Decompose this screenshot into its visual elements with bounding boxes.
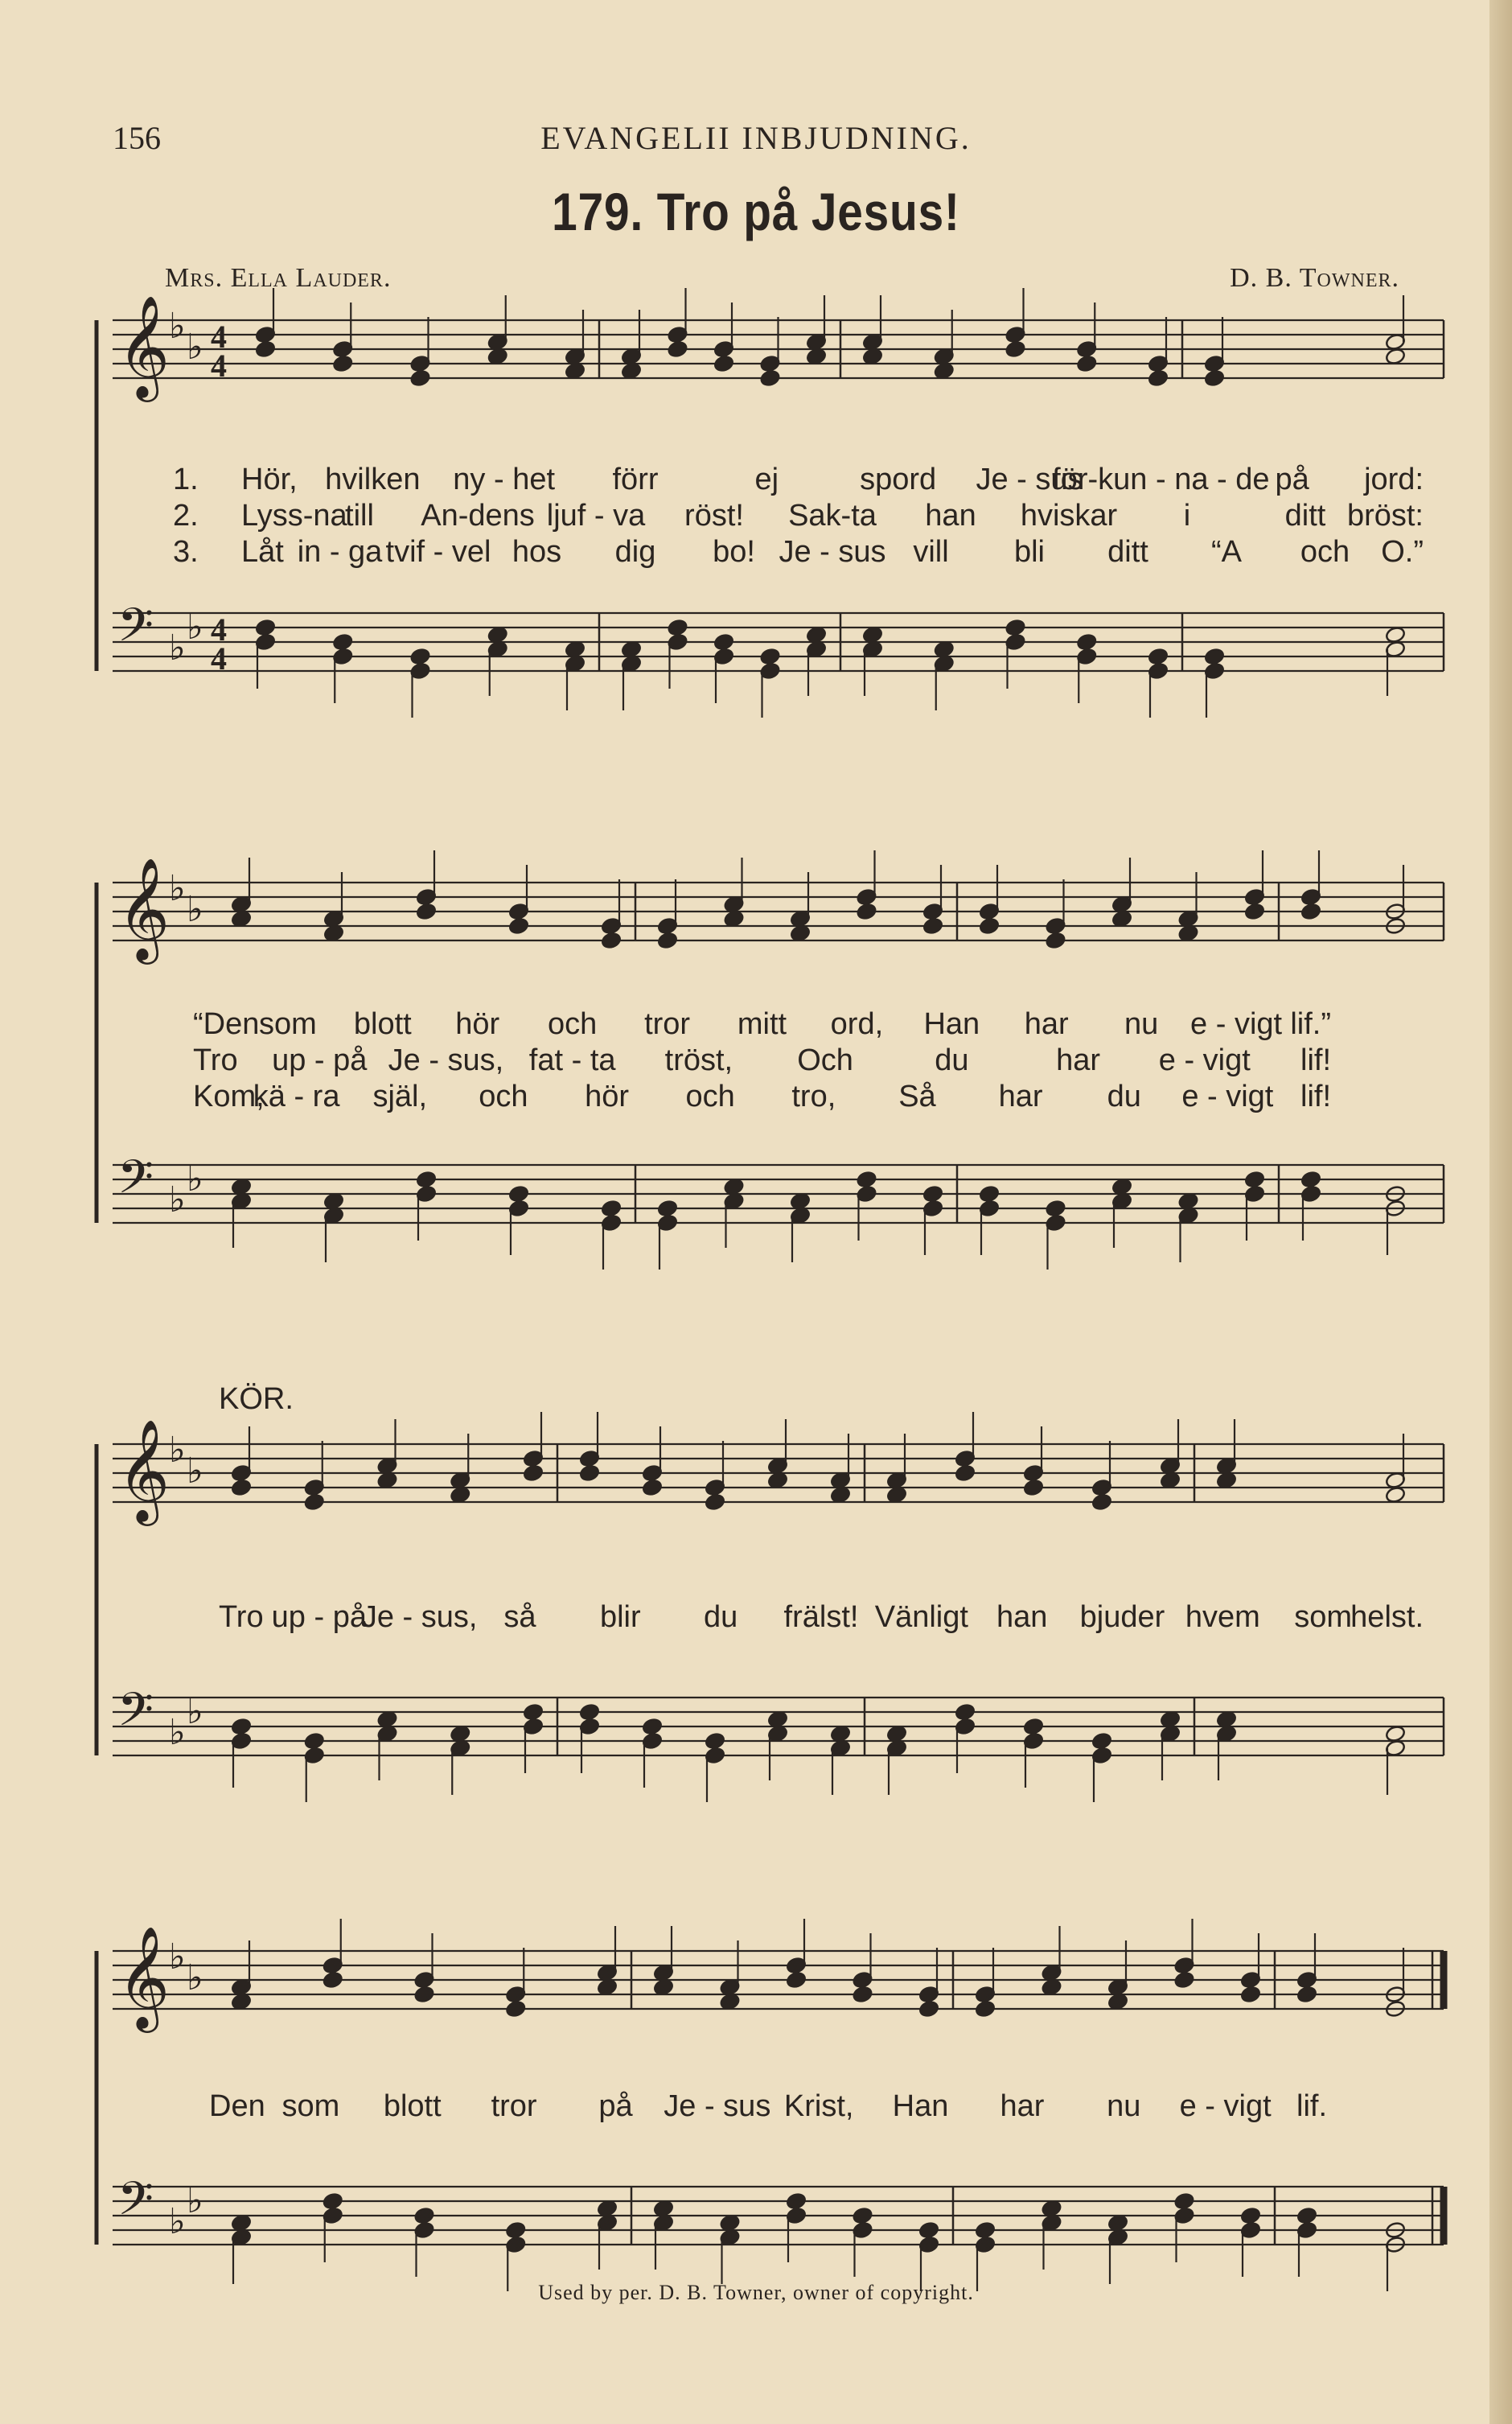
flat-sign: ♭ <box>187 1451 203 1491</box>
note-head <box>1005 619 1025 637</box>
note-head <box>667 619 688 637</box>
note-head <box>830 1486 851 1504</box>
note-head <box>1148 648 1169 666</box>
lyric-syllable: spord <box>860 463 937 496</box>
note-head <box>642 1479 663 1497</box>
note-head <box>767 1710 788 1729</box>
note-head <box>852 1986 873 2004</box>
lyric-syllable: Sak-ta <box>788 499 877 533</box>
treble-clef: 𝄞 <box>117 1928 171 2027</box>
lyric-syllable: in - ga <box>297 535 383 569</box>
lyric-syllable: lif. <box>1296 2089 1327 2123</box>
note-head <box>1240 1986 1261 2004</box>
flat-sign: ♭ <box>169 2202 186 2241</box>
lyrics-system-2 <box>193 1007 1331 1113</box>
lyric-syllable: Han <box>923 1007 980 1041</box>
time-signature: 4 <box>211 319 227 355</box>
time-signature: 4 <box>211 611 227 648</box>
note-head <box>621 362 642 381</box>
note-head <box>1091 1493 1112 1512</box>
lyric-syllable: bröst: <box>1346 499 1424 533</box>
note-head <box>255 340 276 359</box>
note-head <box>918 2221 939 2240</box>
note-head <box>413 1986 434 2004</box>
lyric-syllable: Han <box>892 2089 949 2123</box>
note-head <box>508 917 529 936</box>
note-head <box>1041 2200 1062 2218</box>
lyric-syllable: nu <box>1107 2089 1141 2123</box>
lyric-syllable: Je - sus <box>976 463 1083 496</box>
note-head <box>304 1493 325 1512</box>
lyric-syllable: han <box>925 499 976 533</box>
note-head <box>1041 1978 1062 1997</box>
lyric-syllable: kä - ra <box>253 1080 340 1113</box>
note-head <box>450 1486 470 1504</box>
lyric-syllable: “Den <box>193 1007 260 1041</box>
flat-sign: ♭ <box>169 628 186 668</box>
note-head <box>231 1718 252 1736</box>
lyric-syllable: jord: <box>1364 463 1424 496</box>
note-head <box>705 1493 725 1512</box>
lyric-syllable: tror <box>644 1007 691 1041</box>
note-head <box>376 1710 397 1729</box>
note-head <box>886 1725 907 1743</box>
lyric-syllable: så <box>503 1600 536 1634</box>
lyric-syllable: ej <box>754 463 779 496</box>
note-head <box>323 1971 343 1990</box>
flat-sign: ♭ <box>187 890 203 929</box>
page-number: 156 <box>113 120 161 156</box>
lyric-syllable: ny - het <box>453 463 556 496</box>
time-signature: 4 <box>211 640 227 677</box>
lyric-syllable: nu <box>1124 1007 1159 1041</box>
flat-sign: ♭ <box>187 2181 203 2220</box>
flat-sign: ♭ <box>169 869 186 908</box>
lyric-syllable: vill <box>913 535 949 569</box>
lyric-syllable: ditt <box>1107 535 1148 569</box>
note-head <box>1240 2207 1261 2225</box>
note-head <box>416 1171 437 1189</box>
lyric-syllable: du <box>704 1600 738 1634</box>
lyric-syllable: tro, <box>791 1080 836 1113</box>
author-credit: Mrs. Ella Lauder. <box>165 263 392 293</box>
note-head <box>409 648 430 666</box>
bass-clef: 𝄢 <box>117 601 154 663</box>
note-head <box>1296 2207 1317 2225</box>
note-head <box>653 1978 674 1997</box>
bass-clef: 𝄢 <box>117 1685 154 1747</box>
lyric-syllable: O.” <box>1381 535 1424 569</box>
note-head <box>922 917 943 936</box>
lyric-syllable: lif.” <box>1290 1007 1331 1041</box>
note-head <box>723 910 744 928</box>
flat-sign: ♭ <box>169 1430 186 1470</box>
note-head <box>1385 626 1406 644</box>
lyric-syllable: e - vigt <box>1190 1007 1283 1041</box>
note-head <box>1204 648 1225 666</box>
verse-number: 2. <box>173 499 199 533</box>
lyric-syllable: Och <box>797 1043 853 1077</box>
staff-system <box>97 859 1444 1223</box>
note-head <box>979 1185 1000 1204</box>
note-head <box>1173 2192 1194 2211</box>
lyric-syllable: blott <box>383 2089 442 2123</box>
lyric-syllable: för-kun - na - de <box>1052 463 1270 496</box>
bass-clef: 𝄢 <box>117 1153 154 1215</box>
note-head <box>416 903 437 921</box>
lyric-syllable: Den <box>209 2089 265 2123</box>
note-head <box>1160 1471 1181 1490</box>
note-head <box>231 2214 252 2233</box>
note-head <box>862 348 883 366</box>
flat-sign: ♭ <box>169 1937 186 1977</box>
note-head <box>786 1971 807 1990</box>
note-head <box>505 2221 526 2240</box>
note-head <box>1160 1710 1181 1729</box>
note-head <box>1023 1718 1044 1736</box>
note-head <box>862 626 883 644</box>
note-head <box>601 1200 622 1218</box>
note-head <box>1244 903 1265 921</box>
lyric-syllable: Vänligt <box>874 1600 968 1634</box>
chorus-label: KÖR. <box>219 1382 294 1416</box>
lyric-syllable: har <box>1000 2089 1045 2123</box>
note-head <box>597 2200 618 2218</box>
hymn-title: 179. Tro på Jesus! <box>552 182 960 241</box>
note-head <box>1385 1725 1406 1743</box>
note-head <box>1045 932 1066 950</box>
note-head <box>231 910 252 928</box>
lyric-syllable: hviskar <box>1020 499 1118 533</box>
lyric-syllable: han <box>996 1600 1048 1634</box>
note-head <box>934 640 955 659</box>
note-head <box>450 1725 470 1743</box>
lyric-syllable: Tro <box>193 1043 238 1077</box>
note-head <box>231 1993 252 2011</box>
note-head <box>1204 369 1225 388</box>
note-head <box>508 1185 529 1204</box>
note-head <box>856 903 877 921</box>
lyric-syllable: Je - sus <box>664 2089 771 2123</box>
lyrics-system-1 <box>241 463 1424 569</box>
note-head <box>565 640 585 659</box>
flat-sign: ♭ <box>187 327 203 367</box>
note-head <box>1023 1479 1044 1497</box>
note-head <box>1091 1732 1112 1751</box>
lyric-syllable: till <box>345 499 374 533</box>
note-head <box>667 340 688 359</box>
flat-sign: ♭ <box>187 1159 203 1199</box>
note-head <box>1244 1171 1265 1189</box>
note-head <box>1177 924 1198 943</box>
lyric-syllable: Lyss-na <box>241 499 347 533</box>
note-head <box>1177 1192 1198 1211</box>
lyric-syllable: på <box>1275 463 1309 496</box>
lyric-syllable: hos <box>512 535 562 569</box>
staff-systems <box>97 288 1444 2291</box>
lyric-syllable: och <box>685 1080 735 1113</box>
flat-sign: ♭ <box>187 1958 203 1998</box>
note-head <box>323 2192 343 2211</box>
lyric-syllable: bo! <box>713 535 755 569</box>
lyric-syllable: själ, <box>372 1080 428 1113</box>
flat-sign: ♭ <box>169 307 186 346</box>
lyric-syllable: ljuf - va <box>546 499 646 533</box>
lyric-syllable: och <box>479 1080 528 1113</box>
note-head <box>719 1993 740 2011</box>
note-head <box>723 1178 744 1196</box>
lyric-syllable: lif! <box>1300 1043 1331 1077</box>
flat-sign: ♭ <box>187 607 203 647</box>
note-head <box>705 1732 725 1751</box>
note-head <box>523 1464 544 1483</box>
lyric-syllable: frälst! <box>783 1600 859 1634</box>
lyric-syllable: “A <box>1211 535 1242 569</box>
lyric-syllable: som <box>281 2089 340 2123</box>
note-head <box>409 369 430 388</box>
note-head <box>1385 348 1406 366</box>
note-head <box>713 633 734 652</box>
note-head <box>487 348 508 366</box>
lyric-syllable: An-dens <box>421 499 535 533</box>
note-head <box>653 2200 674 2218</box>
note-head <box>790 924 811 943</box>
running-title: EVANGELII INBJUDNING. <box>540 120 972 156</box>
note-head <box>579 1703 600 1722</box>
note-head <box>852 2207 873 2225</box>
note-head <box>1076 355 1097 373</box>
lyric-syllable: bli <box>1013 535 1046 569</box>
lyric-syllable: Så <box>898 1080 936 1113</box>
lyric-syllable: i <box>1183 499 1191 533</box>
note-head <box>975 2000 996 2019</box>
note-head <box>1296 1986 1317 2004</box>
note-head <box>1385 1486 1406 1504</box>
lyric-syllable: du <box>1107 1080 1141 1113</box>
treble-clef: 𝄞 <box>117 298 171 396</box>
flat-sign: ♭ <box>169 1180 186 1220</box>
lyric-syllable: Kom, <box>193 1080 265 1113</box>
note-head <box>806 626 827 644</box>
note-head <box>1111 910 1132 928</box>
lyric-syllable: hvem <box>1185 1600 1260 1634</box>
note-head <box>323 1192 344 1211</box>
lyric-syllable: helst. <box>1350 1600 1424 1634</box>
note-head <box>955 1703 976 1722</box>
lyric-syllable: Tro <box>219 1600 264 1634</box>
note-head <box>231 1479 252 1497</box>
note-head <box>231 1178 252 1196</box>
lyric-syllable: hör <box>455 1007 500 1041</box>
note-head <box>975 2221 996 2240</box>
note-head <box>376 1471 397 1490</box>
lyric-syllable: hvilken <box>325 463 421 496</box>
verse-number: 1. <box>173 463 199 496</box>
note-head <box>597 1978 618 1997</box>
lyric-syllable: och <box>1300 535 1350 569</box>
lyric-syllable: Krist, <box>783 2089 854 2123</box>
note-head <box>1045 1200 1066 1218</box>
note-head <box>1173 1971 1194 1990</box>
note-head <box>767 1471 788 1490</box>
note-head <box>579 1464 600 1483</box>
lyric-syllable: förr <box>612 463 659 496</box>
lyric-syllable: mitt <box>737 1007 787 1041</box>
note-head <box>1107 2214 1128 2233</box>
lyric-syllable: ditt <box>1284 499 1326 533</box>
note-head <box>1005 340 1025 359</box>
lyric-syllable: och <box>548 1007 598 1041</box>
note-head <box>413 2207 434 2225</box>
staff-system <box>97 1928 1444 2245</box>
note-head <box>332 355 353 373</box>
note-head <box>255 619 276 637</box>
lyric-syllable: Je - sus, <box>388 1043 504 1077</box>
note-head <box>601 932 622 950</box>
note-head <box>922 1185 943 1204</box>
lyric-syllable: Je - sus <box>779 535 886 569</box>
note-head <box>1300 903 1321 921</box>
note-head <box>323 924 344 943</box>
lyric-syllable: tvif - vel <box>385 535 491 569</box>
lyric-syllable: som <box>1294 1600 1353 1634</box>
lyric-syllable: blir <box>599 1600 641 1634</box>
bass-clef: 𝄢 <box>117 2175 154 2237</box>
lyric-syllable: e - vigt <box>1179 2089 1272 2123</box>
note-head <box>979 917 1000 936</box>
note-head <box>786 2192 807 2211</box>
note-head <box>790 1192 811 1211</box>
lyric-syllable: du <box>935 1043 969 1077</box>
copyright-notice: Used by per. D. B. Towner, owner of copyright. <box>538 2281 974 2304</box>
lyric-syllable: dig <box>614 535 656 569</box>
lyric-syllable: Låt <box>241 535 284 569</box>
lyric-syllable: blott <box>353 1007 412 1041</box>
lyric-syllable: Je - sus, <box>361 1600 478 1634</box>
lyric-syllable: e - vigt <box>1158 1043 1251 1077</box>
note-head <box>657 1200 678 1218</box>
note-head <box>806 348 827 366</box>
note-head <box>1076 633 1097 652</box>
note-head <box>304 1732 325 1751</box>
note-head <box>1216 1471 1237 1490</box>
note-head <box>657 932 678 950</box>
treble-clef: 𝄞 <box>117 860 171 958</box>
lyric-syllable: på <box>598 2089 633 2123</box>
lyric-syllable: tror <box>491 2089 537 2123</box>
lyric-syllable: up - på <box>271 1600 367 1634</box>
note-head <box>955 1464 976 1483</box>
flat-sign: ♭ <box>187 1692 203 1731</box>
lyric-syllable: har <box>1056 1043 1101 1077</box>
lyric-syllable: Hör, <box>241 463 298 496</box>
lyric-syllable: hör <box>585 1080 630 1113</box>
lyric-syllable: har <box>1024 1007 1069 1041</box>
note-head <box>886 1486 907 1504</box>
lyric-syllable: lif! <box>1300 1080 1331 1113</box>
note-head <box>1216 1710 1237 1729</box>
lyric-syllable: tröst, <box>664 1043 733 1077</box>
note-head <box>1300 1171 1321 1189</box>
flat-sign: ♭ <box>169 1713 186 1752</box>
lyric-syllable: som <box>259 1007 317 1041</box>
note-head <box>830 1725 851 1743</box>
lyric-syllable: bjuder <box>1079 1600 1165 1634</box>
note-head <box>523 1703 544 1722</box>
note-head <box>642 1718 663 1736</box>
note-head <box>1111 1178 1132 1196</box>
note-head <box>505 2000 526 2019</box>
lyric-syllable: röst! <box>684 499 744 533</box>
verse-number: 3. <box>173 535 199 569</box>
note-head <box>487 626 508 644</box>
note-head <box>1148 369 1169 388</box>
lyric-syllable: e - vigt <box>1181 1080 1274 1113</box>
note-head <box>332 633 353 652</box>
note-head <box>1107 1993 1128 2011</box>
lyric-syllable: up - på <box>272 1043 368 1077</box>
treble-clef: 𝄞 <box>117 1422 171 1520</box>
note-head <box>621 640 642 659</box>
note-head <box>759 648 780 666</box>
time-signature: 4 <box>211 348 227 384</box>
note-head <box>719 2214 740 2233</box>
lyric-syllable: ord, <box>830 1007 884 1041</box>
note-head <box>565 362 585 381</box>
note-head <box>856 1171 877 1189</box>
lyrics-system-3 <box>219 1600 1424 1634</box>
lyric-syllable: har <box>998 1080 1043 1113</box>
note-head <box>713 355 734 373</box>
lyrics-system-4 <box>209 2089 1327 2123</box>
note-head <box>918 2000 939 2019</box>
note-head <box>759 369 780 388</box>
lyric-syllable: fat - ta <box>528 1043 616 1077</box>
note-head <box>934 362 955 381</box>
composer-credit: D. B. Towner. <box>1230 263 1399 293</box>
